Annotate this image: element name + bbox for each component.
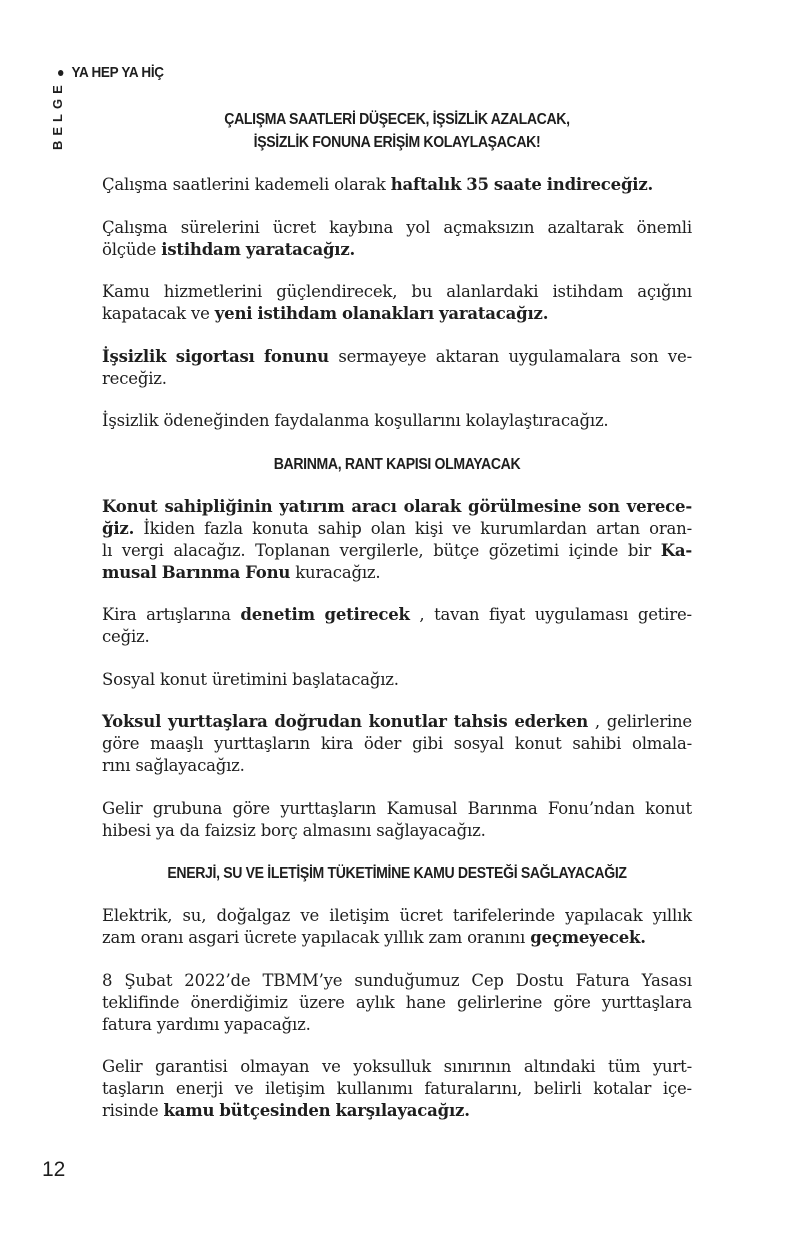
text: maaşlı [150,734,204,753]
text: bu [411,282,433,301]
bold-text: Yoksul [102,712,162,731]
bold-text: görülmesine [468,496,582,516]
paragraph [102,669,692,691]
text: yurttaşlara [601,992,692,1012]
text: fatura [102,1014,152,1034]
text: gelirlerine [457,992,543,1012]
text: kişi [414,518,444,538]
text-line [102,518,692,540]
text: ceğiz. [102,627,150,646]
bold-text: yeni [214,304,253,323]
text: sınırının [443,1057,512,1076]
text: Kamu [102,282,150,301]
bold-text: fonunu [264,346,329,366]
paragraph [102,711,692,777]
bold-text: kamu [163,1101,215,1120]
text-line [102,927,692,949]
text: üzere [298,992,345,1012]
text: fiyat [488,605,526,624]
text: yapılacak [301,928,380,947]
text: almasını [302,820,372,840]
text: önerdiğimiz [190,992,288,1012]
text: oranını [467,928,526,947]
text: bir [627,540,652,560]
text-line [102,239,692,261]
text: içinde [568,540,619,560]
text: garantisi [155,1057,228,1076]
paragraph [102,604,692,648]
text: olan [370,518,406,538]
text: İşsizlik [102,411,159,430]
bold-text: geçmeyecek. [530,928,646,947]
bold-text: olanakları [341,304,434,323]
paragraph [102,346,692,390]
bold-text: yatırım [279,496,345,516]
text: sosyal [453,734,504,753]
text: faturalarını, [424,1079,523,1098]
text: gözetimi [488,540,559,560]
text-line [102,1078,692,1100]
text: yurttaşların [280,798,377,818]
text: enerji [175,1079,224,1098]
paragraph [102,281,692,325]
text: bütçe [433,540,480,560]
text-line: İŞSİZLİK FONUNA ERİŞİM KOLAYLAŞACAK! [253,134,541,151]
text: Elektrik, [102,906,173,925]
text: Gelir [102,1057,143,1076]
bold-text: sigortası [175,346,255,366]
text: teklifinde [102,992,180,1012]
text-line [102,1056,692,1078]
text: alanlardaki [446,282,539,301]
text: rını [102,756,131,775]
text: kolaylaştıracağız. [465,411,609,430]
text: grubuna [152,798,223,818]
text: İkiden [143,518,195,538]
text-line [102,905,692,927]
text: vergilerle, [339,540,424,560]
text: su, [182,906,207,925]
text: ölçüde [102,239,157,259]
paragraph [102,798,692,842]
text: ve [234,1079,254,1098]
text: artışlarına [146,605,231,624]
text: konut [514,734,562,753]
bold-text: yaratacağız. [439,304,549,323]
bold-text: denetim [240,605,315,624]
bold-text: istihdam [257,304,337,323]
side-label: BELGE [50,80,65,150]
text: yoksulluk [353,1057,432,1076]
text: fazla [204,518,243,538]
bold-text: 35 [466,175,489,194]
bold-text: verece- [626,496,692,516]
text-line: ÇALIŞMA SAATLERİ DÜŞECEK, İŞSİZLİK AZALACAK, [224,111,570,128]
text-line [102,562,692,584]
text-line [102,303,692,325]
text: olmayan [240,1057,310,1076]
text: sahip [317,518,362,538]
text: hizmetlerini [163,282,263,301]
section-heading [137,108,656,154]
bold-text: tahsis [453,712,508,731]
text: faizsiz [204,820,256,840]
text-line [102,496,692,518]
bold-text: aracı [351,496,397,516]
text: Toplanan [255,540,330,560]
text: iletişim [265,1079,326,1098]
text: iletişim [329,906,390,925]
text: ve [300,906,320,925]
text: ve [191,304,210,323]
text: , [594,712,600,731]
text: sağlayacağız. [135,756,245,775]
text: tavan [434,605,480,624]
text: sermayeye [338,346,427,366]
text: kira [320,734,354,753]
text: altındaki [523,1057,596,1076]
text: azaltarak [547,217,624,237]
text-line [102,626,692,648]
text: receğiz. [102,368,167,388]
text: ücrete [243,928,297,947]
paragraph [102,905,692,949]
text-line [102,733,692,755]
bold-text: getirecek [324,605,410,624]
text: lı [102,540,113,560]
text-line [102,755,692,777]
text-line [102,604,692,626]
text-line [102,368,692,390]
text: ücret [399,906,443,925]
text: kurumlardan [480,518,587,538]
text: ya [155,820,175,840]
running-head [58,64,164,81]
text: üretimini [211,669,288,689]
bold-text: ederken [514,712,589,731]
bold-text: bütçesinden [219,1101,331,1120]
bullet-icon [58,70,63,76]
text: son [630,346,659,366]
text: yurttaşların [214,734,311,753]
text: göre [102,734,140,753]
bold-text: Ka- [660,540,692,560]
bold-text: indireceğiz. [546,175,654,194]
text-line [102,992,692,1014]
text: Barınma [467,798,538,818]
text: göre [553,992,591,1012]
text: artan [596,518,640,538]
text-line [102,711,692,733]
bold-text: ğiz. [102,518,135,538]
bold-text: karşılayacağız. [335,1101,470,1120]
text: konut [645,798,692,818]
text: Cep [471,970,504,990]
text: yapılacak [565,906,643,925]
text: taşların [102,1079,165,1098]
bold-text: doğrudan [274,712,362,731]
bold-text: haftalık [390,175,462,194]
text: saatlerini [172,175,250,194]
document-body [102,108,692,1143]
text: Dostu [515,970,564,990]
bold-text: sahipliğinin [164,496,273,516]
text: tarifelerinde [452,906,555,925]
text-line [102,217,692,239]
text: getire- [637,605,692,624]
text: hibesi [102,820,151,840]
bold-text: yaratacağız. [245,239,356,259]
running-head-title: YA HEP YA HİÇ [71,64,164,81]
bold-text: konutlar [368,712,447,731]
text-line [102,970,692,992]
text: borç [260,820,298,840]
text: yol [406,217,431,237]
text: uygulamalara [508,346,621,366]
text: yıllık [652,906,692,925]
text: kaybına [329,217,394,237]
text: içe- [662,1079,692,1098]
text: oranı [140,928,184,947]
bold-text: saate [493,175,542,194]
text: Çalışma [102,175,168,194]
bold-text: musal [102,562,157,582]
text: Kira [102,605,137,624]
text: açığını [637,282,692,301]
bold-text: istihdam [161,239,241,259]
text: önemli [636,217,692,237]
text: Sosyal [102,669,155,689]
text: sağlayacağız. [376,820,486,840]
text: Çalışma [102,217,168,237]
text: ve [452,518,472,538]
text: Yasası [641,970,692,990]
text: kullanımı [336,1079,413,1098]
bold-text: Barınma [161,562,241,582]
paragraph [102,1056,692,1122]
text: oran- [649,518,692,538]
text: koşullarını [374,411,461,430]
text: güçlendirecek, [276,282,398,301]
text: kapatacak [102,304,186,323]
text: başlatacağız. [292,669,399,689]
bold-text: olarak [403,496,462,516]
text: asgari [188,928,239,947]
text: TBMM’ye [262,970,343,990]
text-line [102,820,692,842]
text-line [102,798,692,820]
text-line [102,1014,692,1036]
text-line [102,346,692,368]
text: olmala- [632,734,692,753]
text: Gelir [102,798,143,818]
text: Kamusal [386,798,458,818]
text: sunduğumuz [354,970,460,990]
bold-text: İşsizlik [102,346,167,366]
text: gibi [412,734,443,753]
text: faydalanma [274,411,370,430]
text: yurt- [652,1057,692,1076]
text: ödeneğinden [163,411,270,430]
page-number: 12 [42,1158,66,1181]
text: zam [428,928,463,947]
text: da [179,820,200,840]
text: yapacağız. [224,1014,311,1034]
text: Fatura [575,970,630,990]
paragraph [102,217,692,261]
text: gelirlerine [606,712,692,731]
text: göre [232,798,270,818]
text: Fonu’ndan [547,798,635,818]
section-heading [137,453,656,476]
text: istihdam [552,282,624,301]
paragraph [102,174,692,196]
text: 8 [102,970,113,990]
bold-text: Konut [102,496,158,516]
text: sahibi [572,734,622,753]
text: uygulaması [534,605,629,624]
text: olarak [334,175,386,194]
text: yıllık [384,928,424,947]
text: hane [405,992,446,1012]
bold-text: son [588,496,620,516]
text: kademeli [254,175,330,194]
text-line [102,669,692,691]
text: aktaran [435,346,500,366]
text: tüm [607,1057,641,1076]
text-line [102,1100,692,1122]
text: Şubat [124,970,173,990]
section-heading [137,862,656,885]
text: , [419,605,425,624]
bold-text: Fonu [245,562,291,582]
text: aylık [355,992,395,1012]
text: ve [321,1057,341,1076]
text: kotalar [593,1079,652,1098]
text: 2022’de [184,970,251,990]
text: kuracağız. [295,562,381,582]
text: öder [363,734,402,753]
paragraph [102,410,692,432]
text: açmaksızın [443,217,535,237]
text-line [102,540,692,562]
text: ücret [272,217,316,237]
text: vergi [121,540,164,560]
text: doğalgaz [216,906,291,925]
text-line [102,410,692,432]
text: ve- [667,346,692,366]
text-line: BARINMA, RANT KAPISI OLMAYACAK [273,455,521,473]
text: alacağız. [173,540,246,560]
text: yardımı [156,1014,220,1034]
text-line: ENERJİ, SU VE İLETİŞİM TÜKETİMİNE KAMU DESTEĞİ SAĞLAYACAĞIZ [167,865,627,882]
text: risinde [102,1101,159,1120]
bold-text: yurttaşlara [167,712,268,731]
paragraph [102,970,692,1036]
text: konuta [252,518,309,538]
text: sürelerini [180,217,260,237]
text: konut [160,669,207,689]
text: zam [102,928,136,947]
text-line [102,281,692,303]
text: belirli [533,1079,582,1098]
text-line [102,174,692,196]
paragraph [102,496,692,584]
